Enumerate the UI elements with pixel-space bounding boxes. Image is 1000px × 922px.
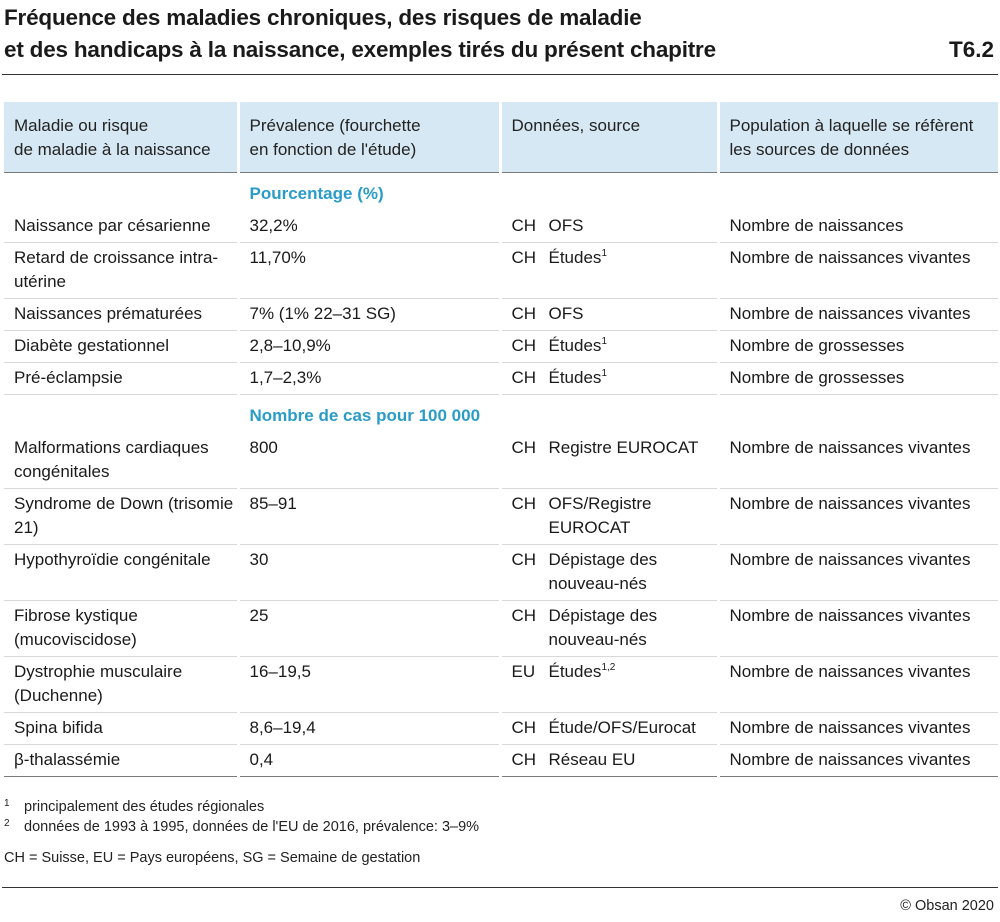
source-cell	[500, 657, 718, 713]
source-cell	[500, 211, 718, 243]
header-prevalence: Prévalence (fourchette en fonction de l'étude)	[238, 102, 500, 173]
source-name: Réseau EU	[548, 750, 636, 769]
footnote-ref: 1,2	[601, 662, 616, 673]
table-row	[4, 545, 998, 601]
abbreviations-note: CH = Suisse, EU = Pays européens, SG = Semaine de gestation	[4, 850, 421, 866]
population-cell: Nombre de grossesses	[718, 331, 998, 363]
header-population: Population à laquelle se réfèrent les sources de données	[718, 102, 998, 173]
footnote	[4, 817, 479, 837]
population-cell: Nombre de naissances vivantes	[718, 601, 998, 657]
source-name: OFS	[548, 216, 584, 235]
disease-cell: β-thalassémie	[14, 750, 121, 769]
disease-cell: Fibrose kystique (mucoviscidose)	[14, 606, 138, 649]
prevalence-cell: 85–91	[238, 489, 500, 545]
population-cell: Nombre de naissances vivantes	[718, 545, 998, 601]
country-code: CH	[511, 248, 537, 267]
population-cell: Nombre de naissances vivantes	[718, 713, 998, 745]
table-row	[4, 713, 998, 745]
section-row	[4, 173, 998, 212]
title-line-1: Fréquence des maladies chroniques, des risques de maladie	[4, 5, 642, 30]
disease-cell: Spina bifida	[14, 718, 103, 737]
disease-cell: Pré-éclampsie	[14, 368, 123, 387]
source-cell	[500, 299, 718, 331]
source-name: Études	[548, 662, 602, 681]
population-cell: Nombre de naissances vivantes	[718, 299, 998, 331]
prevalence-cell: 800	[238, 433, 500, 489]
table-row	[4, 433, 998, 489]
source-cell	[500, 363, 718, 395]
country-code: CH	[511, 606, 537, 625]
population-cell: Nombre de naissances vivantes	[718, 657, 998, 713]
prevalence-cell: 2,8–10,9%	[238, 331, 500, 363]
disease-cell: Syndrome de Down (trisomie 21)	[14, 494, 234, 537]
prevalence-cell: 11,70%	[238, 243, 500, 299]
bottom-rule	[2, 887, 998, 888]
footnote-number: 1	[4, 798, 10, 809]
source-cell	[500, 601, 718, 657]
source-cell	[500, 545, 718, 601]
title-line-2: et des handicaps à la naissance, exemples tirés du présent chapitre	[4, 37, 716, 62]
table-title	[4, 2, 996, 66]
footnote-ref: 1	[601, 336, 607, 347]
country-code: CH	[511, 550, 537, 569]
source-name: Étude/OFS/Eurocat	[548, 718, 696, 737]
source-cell	[500, 713, 718, 745]
population-cell: Nombre de naissances vivantes	[718, 489, 998, 545]
footnotes	[4, 797, 479, 868]
source-name: Études	[548, 368, 602, 387]
section-label: Nombre de cas pour 100 000	[249, 406, 481, 425]
source-name: Registre EUROCAT	[548, 438, 699, 457]
prevalence-cell: 32,2%	[238, 211, 500, 243]
header-disease: Maladie ou risque de maladie à la naissance	[4, 102, 238, 173]
prevalence-cell: 7% (1% 22–31 SG)	[238, 299, 500, 331]
footnote-ref: 1	[601, 248, 607, 259]
source-name: Études	[548, 248, 602, 267]
table-row	[4, 331, 998, 363]
population-cell: Nombre de naissances vivantes	[718, 745, 998, 777]
table-row	[4, 489, 998, 545]
source-cell	[500, 331, 718, 363]
disease-cell: Diabète gestationnel	[14, 336, 170, 355]
disease-cell: Naissance par césarienne	[14, 216, 211, 235]
country-code: CH	[511, 718, 537, 737]
table-row	[4, 745, 998, 777]
disease-cell: Dystrophie musculaire (Duchenne)	[14, 662, 183, 705]
source-name: Dépistage des nouveau-nés	[548, 550, 658, 593]
table-row	[4, 211, 998, 243]
population-cell: Nombre de naissances vivantes	[718, 433, 998, 489]
country-code: CH	[511, 216, 537, 235]
table-number: T6.2	[948, 37, 994, 62]
country-code: EU	[511, 662, 536, 681]
footnote-text: données de 1993 à 1995, données de l'EU de 2016, prévalence: 3–9%	[24, 819, 480, 835]
disease-cell: Retard de croissance intra-utérine	[14, 248, 219, 291]
source-name: OFS	[548, 304, 584, 323]
copyright: © Obsan 2020	[900, 898, 994, 914]
prevalence-cell: 16–19,5	[238, 657, 500, 713]
country-code: CH	[511, 494, 537, 513]
prevalence-cell: 8,6–19,4	[238, 713, 500, 745]
section-row	[4, 395, 998, 434]
top-rule	[2, 74, 998, 75]
source-cell	[500, 433, 718, 489]
table-row	[4, 299, 998, 331]
disease-cell: Hypothyroïdie congénitale	[14, 550, 211, 569]
country-code: CH	[511, 304, 537, 323]
prevalence-cell: 30	[238, 545, 500, 601]
section-label: Pourcentage (%)	[249, 184, 384, 203]
country-code: CH	[511, 336, 537, 355]
source-name: OFS/Registre EUROCAT	[548, 494, 652, 537]
footnote-text: principalement des études régionales	[24, 799, 265, 815]
prevalence-cell: 0,4	[238, 745, 500, 777]
table-row	[4, 657, 998, 713]
footnote	[4, 797, 479, 817]
header-source: Données, source	[500, 102, 718, 173]
prevalence-cell: 25	[238, 601, 500, 657]
population-cell: Nombre de grossesses	[718, 363, 998, 395]
country-code: CH	[511, 438, 537, 457]
source-cell	[500, 243, 718, 299]
footnote-number: 2	[4, 818, 10, 829]
source-cell	[500, 745, 718, 777]
source-name: Études	[548, 336, 602, 355]
table-row	[4, 601, 998, 657]
population-cell: Nombre de naissances vivantes	[718, 243, 998, 299]
country-code: CH	[511, 368, 537, 387]
disease-cell: Malformations cardiaques congénitales	[14, 438, 209, 481]
disease-cell: Naissances prématurées	[14, 304, 203, 323]
prevalence-cell: 1,7–2,3%	[238, 363, 500, 395]
title-block	[4, 2, 996, 74]
source-name: Dépistage des nouveau-nés	[548, 606, 658, 649]
prevalence-table	[4, 102, 998, 777]
population-cell: Nombre de naissances	[718, 211, 998, 243]
footnote-ref: 1	[601, 368, 607, 379]
table-row	[4, 243, 998, 299]
country-code: CH	[511, 750, 537, 769]
header-row	[4, 102, 998, 173]
table-row	[4, 363, 998, 395]
source-cell	[500, 489, 718, 545]
